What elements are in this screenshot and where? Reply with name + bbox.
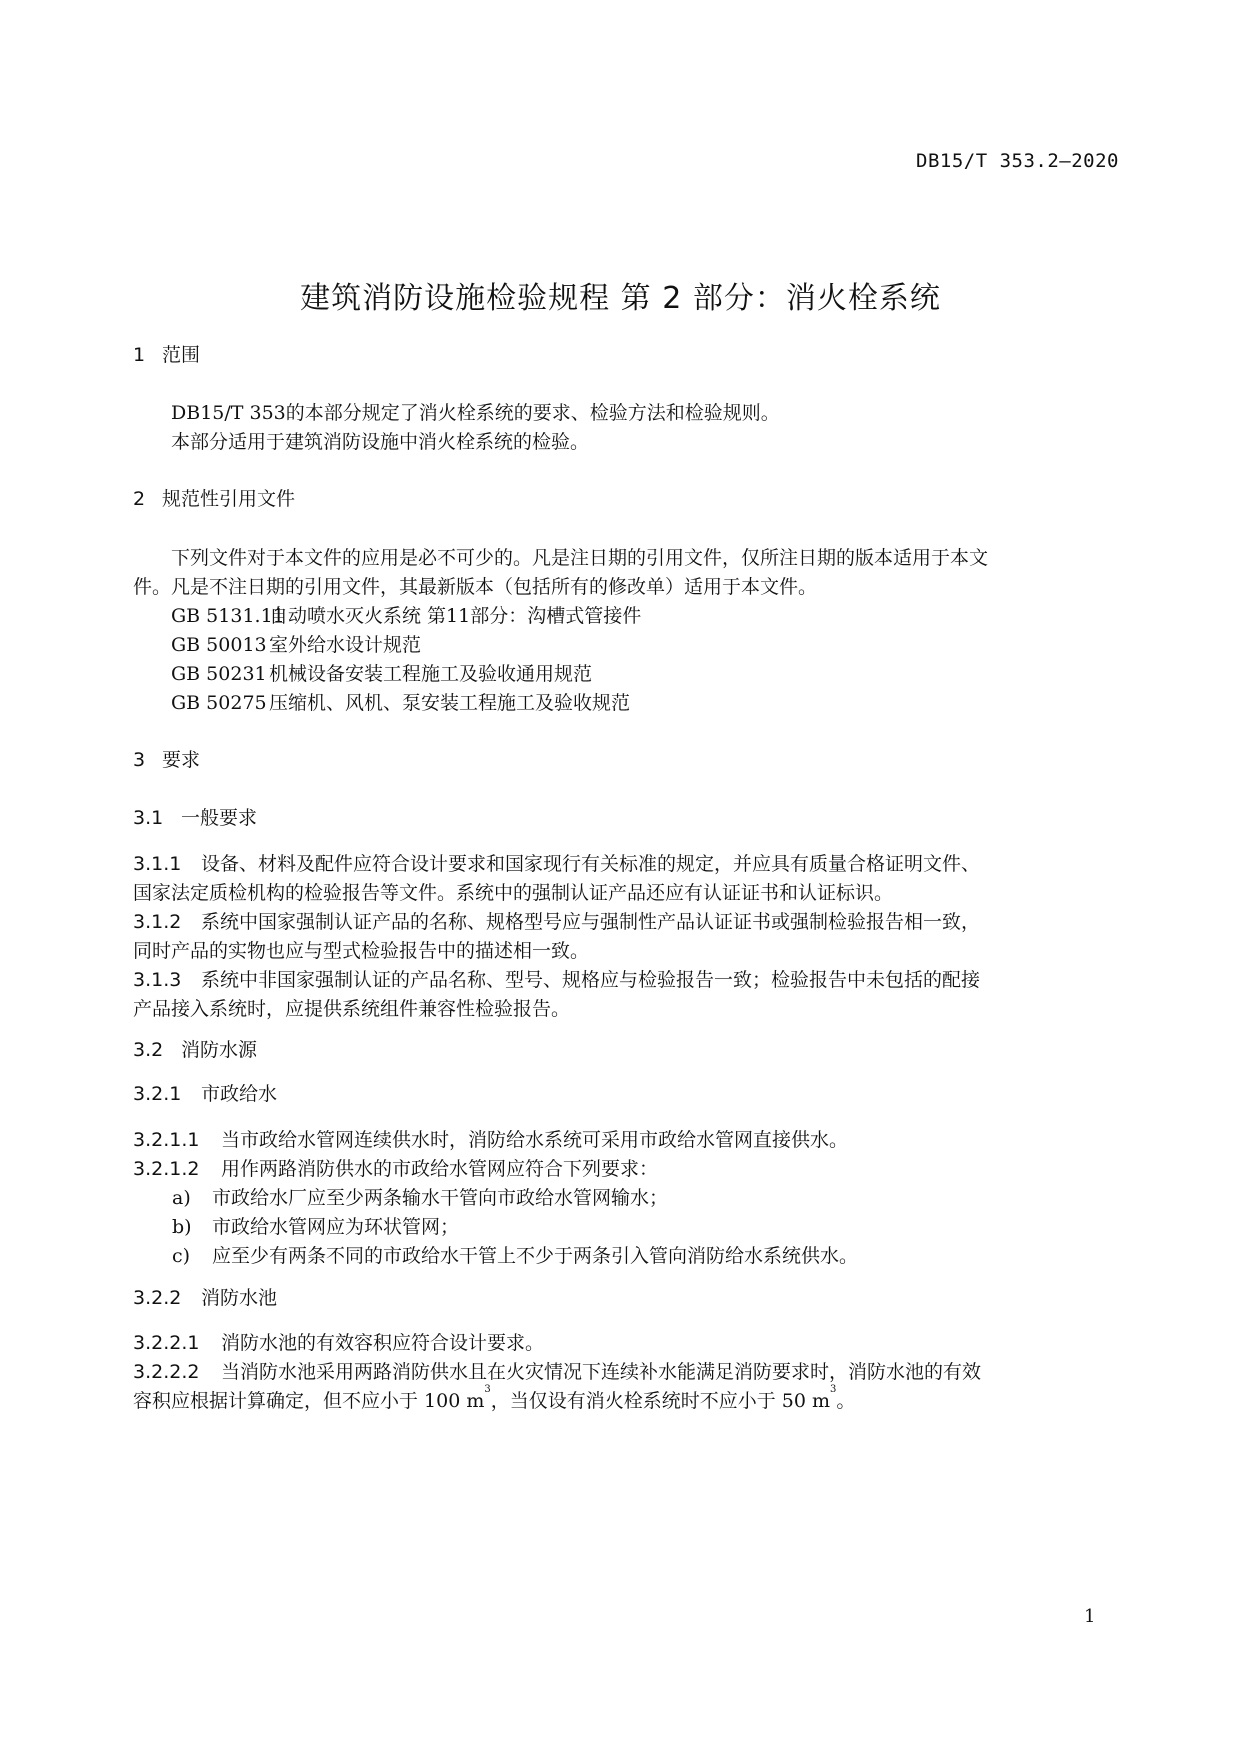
paragraph: 产品接入系统时，应提供系统组件兼容性检验报告。	[133, 998, 571, 1020]
text-part: ，当仅设有消火栓系统时不应小于 50 m	[490, 1390, 831, 1412]
clause-text: 当市政给水管网连续供水时，消防给水系统可采用市政给水管网直接供水。	[221, 1129, 849, 1151]
list-marker: c)	[172, 1245, 191, 1267]
section-title: 一般要求	[181, 807, 258, 829]
list-item	[172, 1183, 668, 1210]
clause-number: 3.2.2.1	[133, 1332, 200, 1354]
reference-item	[171, 601, 641, 628]
clause-text: 消防水池的有效容积应符合设计要求。	[221, 1332, 545, 1354]
reference-item	[171, 630, 421, 657]
subsection-3-1-heading	[133, 803, 257, 830]
clause-3-1-1	[133, 849, 980, 876]
section-number: 3	[133, 749, 146, 771]
section-title: 消防水源	[181, 1039, 258, 1061]
section-title: 要求	[162, 749, 201, 771]
section-2-heading	[133, 484, 295, 511]
reference-name: 压缩机、风机、泵安装工程施工及验收规范	[269, 692, 631, 714]
clause-number: 3.1.2	[133, 911, 182, 933]
reference-item	[171, 659, 592, 686]
paragraph: 下列文件对于本文件的应用是必不可少的。凡是注日期的引用文件，仅所注日期的版本适用于本文	[171, 547, 989, 569]
text-part: 。	[836, 1390, 856, 1412]
text-part: 容积应根据计算确定，但不应小于 100 m	[133, 1390, 485, 1412]
list-marker: a)	[172, 1187, 191, 1209]
reference-item	[171, 688, 630, 715]
reference-code: GB 50231	[171, 663, 267, 685]
list-item	[172, 1241, 858, 1268]
superscript: 3	[830, 1384, 837, 1395]
list-text: 市政给水厂应至少两条输水干管向市政给水管网输水；	[212, 1187, 669, 1209]
paragraph: 同时产品的实物也应与型式检验报告中的描述相一致。	[133, 940, 590, 962]
clause-number: 3.1.1	[133, 853, 182, 875]
clause-text: 系统中非国家强制认证的产品名称、型号、规格应与检验报告一致；检验报告中未包括的配接	[201, 969, 981, 991]
clause-3-2-1-2	[133, 1154, 658, 1181]
list-text: 市政给水管网应为环状管网；	[212, 1216, 460, 1238]
reference-code: GB 5131.11	[171, 605, 285, 627]
clause-number: 3.2.2.2	[133, 1361, 200, 1383]
list-item	[172, 1212, 459, 1239]
section-title: 消防水池	[201, 1287, 278, 1309]
superscript: 3	[484, 1384, 491, 1395]
clause-3-2-2-1	[133, 1328, 544, 1355]
subsection-3-2-1-heading	[133, 1079, 277, 1106]
paragraph: 本部分适用于建筑消防设施中消火栓系统的检验。	[171, 431, 590, 453]
clause-number: 3.2.1.1	[133, 1129, 200, 1151]
section-number: 3.2.1	[133, 1083, 182, 1105]
paragraph: 国家法定质检机构的检验报告等文件。系统中的强制认证产品还应有认证证书和认证标识。	[133, 882, 894, 904]
clause-3-2-1-1	[133, 1125, 848, 1152]
clause-text: 系统中国家强制认证产品的名称、规格型号应与强制性产品认证证书或强制检验报告相一致，	[201, 911, 981, 933]
reference-name: 自动喷水灭火系统 第11部分：沟槽式管接件	[269, 605, 642, 627]
clause-3-2-2-2	[133, 1357, 981, 1384]
paragraph: 件。凡是不注日期的引用文件，其最新版本（包括所有的修改单）适用于本文件。	[133, 576, 818, 598]
reference-code: GB 50013	[171, 634, 267, 656]
section-number: 3.1	[133, 807, 164, 829]
section-title: 市政给水	[201, 1083, 278, 1105]
clause-number: 3.1.3	[133, 969, 182, 991]
clause-number: 3.2.1.2	[133, 1158, 200, 1180]
clause-3-1-3	[133, 965, 980, 992]
subsection-3-2-2-heading	[133, 1283, 277, 1310]
paragraph-with-units	[133, 1386, 855, 1413]
clause-text: 设备、材料及配件应符合设计要求和国家现行有关标准的规定，并应具有质量合格证明文件、	[201, 853, 981, 875]
section-1-heading	[133, 340, 200, 367]
section-title: 规范性引用文件	[162, 488, 296, 510]
reference-code: GB 50275	[171, 692, 267, 714]
clause-text: 用作两路消防供水的市政给水管网应符合下列要求：	[221, 1158, 659, 1180]
section-3-heading	[133, 745, 200, 772]
subsection-3-2-heading	[133, 1035, 257, 1062]
section-title: 范围	[162, 344, 201, 366]
paragraph: DB15/T 353的本部分规定了消火栓系统的要求、检验方法和检验规则。	[171, 402, 780, 424]
section-number: 2	[133, 488, 146, 510]
section-number: 3.2	[133, 1039, 164, 1061]
page-number: 1	[1084, 1606, 1096, 1627]
document-title: 建筑消防设施检验规程 第 2 部分：消火栓系统	[300, 281, 941, 316]
reference-name: 机械设备安装工程施工及验收通用规范	[269, 663, 593, 685]
list-text: 应至少有两条不同的市政给水干管上不少于两条引入管向消防给水系统供水。	[212, 1245, 859, 1267]
section-number: 1	[133, 344, 146, 366]
clause-text: 当消防水池采用两路消防供水且在火灾情况下连续补水能满足消防要求时，消防水池的有效	[221, 1361, 982, 1383]
document-code-header: DB15/T 353.2—2020	[916, 150, 1119, 172]
section-number: 3.2.2	[133, 1287, 182, 1309]
reference-name: 室外给水设计规范	[269, 634, 422, 656]
list-marker: b)	[172, 1216, 192, 1238]
clause-3-1-2	[133, 907, 980, 934]
